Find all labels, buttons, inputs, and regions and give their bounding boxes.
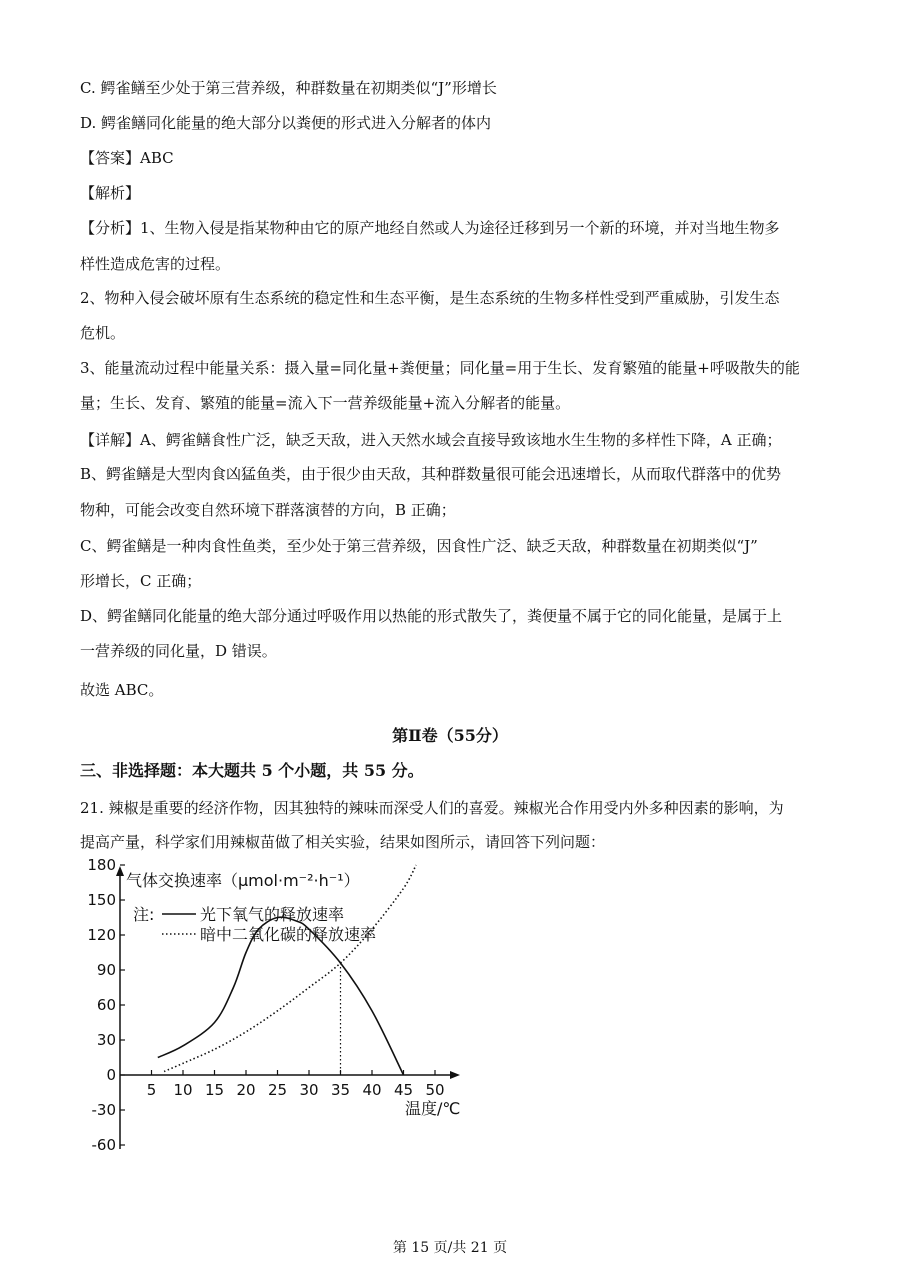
text-line: 危机。 (80, 324, 126, 342)
section-heading: 三、非选择题：本大题共 5 个小题，共 55 分。 (80, 761, 424, 780)
x-tick-label: 50 (425, 1081, 445, 1099)
y-tick-label: 30 (96, 1031, 116, 1049)
chart-xlabel: 温度/℃ (405, 1099, 461, 1118)
x-tick-label: 5 (146, 1081, 157, 1099)
text-line: 【分析】1、生物入侵是指某物种由它的原产地经自然或人为途径迁移到另一个新的环境，并对当地生物多 (80, 219, 780, 237)
question-line-1: 21. 辣椒是重要的经济作物，因其独特的辣味而深受人们的喜爱。辣椒光合作用受内外多种因素的影响，为 (80, 799, 784, 817)
text-line: 量；生长、发育、繁殖的能量=流入下一营养级能量+流入分解者的能量。 (80, 394, 571, 412)
y-tick-label: 60 (96, 996, 116, 1014)
text-line: 一营养级的同化量，D 错误。 (80, 642, 277, 660)
chart-series (158, 865, 416, 1075)
x-tick-label: 15 (204, 1081, 225, 1099)
x-tick-label: 10 (173, 1081, 193, 1099)
text-line: 【详解】A、鳄雀鳝食性广泛，缺乏天敌，进入天然水域会直接导致该地水生生物的多样性下降，A 正确； (80, 431, 782, 449)
text-line: 形增长，C 正确； (80, 572, 202, 590)
chart-ylabel: 气体交换速率（μmol·m⁻²·h⁻¹） (126, 871, 360, 890)
question-line-2: 提高产量，科学家们用辣椒苗做了相关实验，结果如图所示，请回答下列问题： (80, 833, 606, 851)
page-footer: 第 15 页/共 21 页 (392, 1240, 508, 1256)
text-line: C. 鳄雀鳝至少处于第三营养级，种群数量在初期类似“J”形增长 (80, 79, 497, 97)
text-line: 3、能量流动过程中能量关系：摄入量=同化量+粪便量；同化量=用于生长、发育繁殖的能量+呼吸散失的能 (80, 359, 800, 377)
text-line: D. 鳄雀鳝同化能量的绝大部分以粪便的形式进入分解者的体内 (80, 114, 492, 132)
legend-prefix: 注: (133, 905, 155, 924)
text-line: 2、物种入侵会破坏原有生态系统的稳定性和生态平衡，是生态系统的生物多样性受到严重威胁，引发生态 (80, 289, 780, 307)
y-tick-label: -30 (91, 1101, 116, 1119)
y-tick-label: 90 (96, 961, 116, 979)
x-tick-label: 45 (393, 1081, 414, 1099)
text-line: 样性造成危害的过程。 (80, 255, 231, 273)
text-line: 【解析】 (80, 184, 141, 202)
x-tick-label: 35 (330, 1081, 351, 1099)
text-line: C、鳄雀鳝是一种肉食性鱼类，至少处于第三营养级，因食性广泛、缺乏天敌，种群数量在初期类似“J” (80, 537, 758, 555)
series-co2-line (164, 865, 416, 1072)
y-tick-label: 120 (87, 926, 116, 944)
text-line: 物种，可能会改变自然环境下群落演替的方向，B 正确； (80, 501, 456, 519)
y-tick-label: -60 (91, 1136, 116, 1154)
y-axis-arrow (116, 866, 124, 876)
text-line: B、鳄雀鳝是大型肉食凶猛鱼类，由于很少由天敌，其种群数量很可能会迅速增长，从而取代群落中的优势 (80, 465, 782, 483)
x-tick-label: 20 (236, 1081, 256, 1099)
text-line: D、鳄雀鳝同化能量的绝大部分通过呼吸作用以热能的形式散失了，粪便量不属于它的同化能量，是属于上 (80, 607, 783, 625)
text-line: 【答案】ABC (80, 149, 174, 167)
y-tick-label: 180 (87, 856, 116, 874)
legend-entry-oxygen: 光下氧气的释放速率 (200, 905, 345, 924)
x-tick-label: 40 (362, 1081, 382, 1099)
section-title: 第Ⅱ卷（55分） (392, 726, 508, 745)
y-tick-label: 150 (87, 891, 116, 909)
y-tick-label: 0 (106, 1066, 116, 1084)
x-axis-arrow (450, 1071, 460, 1079)
x-tick-label: 25 (267, 1081, 288, 1099)
legend-entry-co2: 暗中二氧化碳的释放速率 (200, 925, 377, 944)
text-line: 故选 ABC。 (80, 681, 164, 699)
temperature-gas-exchange-chart (0, 856, 520, 1154)
x-tick-label: 30 (299, 1081, 319, 1099)
